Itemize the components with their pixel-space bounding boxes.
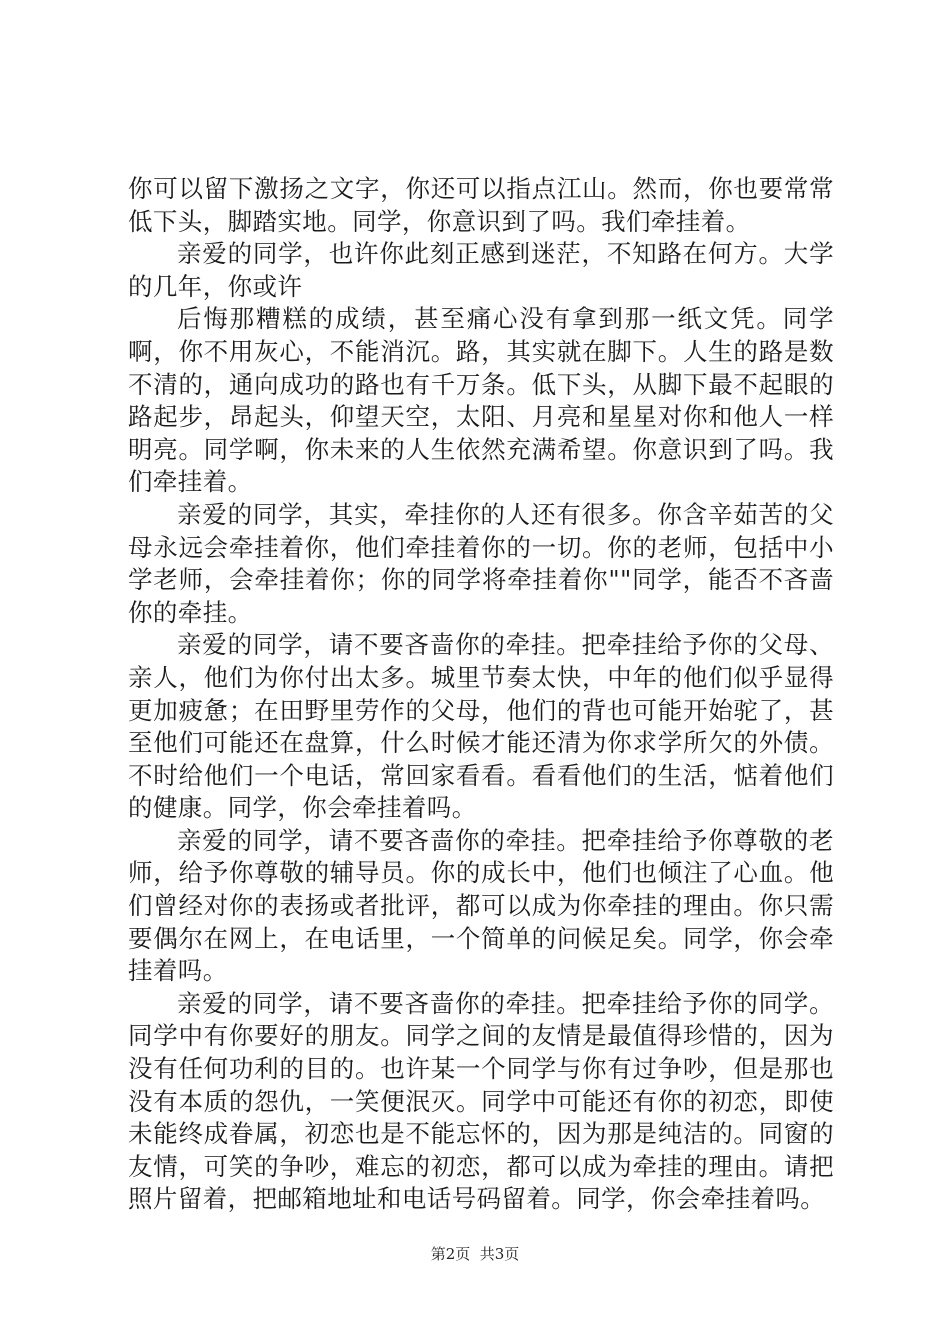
paragraph-7: 亲爱的同学，请不要吝啬你的牵挂。把牵挂给予你的同学。同学中有你要好的朋友。同学之间的友情是最值得珍惜的，因为没有任何功利的目的。也许某一个同学与你有过争吵，但是那也没有本质的怨仇，一笑便泯灭。同学中可能还有你的初恋，即使未能终成眷属，初恋也是不能忘怀的，因为那是纯洁的。同窗的友情，可笑的争吵，难忘的初恋，都可以成为牵挂的理由。请把照片留着，把邮箱地址和电话号码留着。同学，你会牵挂着吗。	[128, 988, 834, 1214]
page-footer	[0, 1244, 950, 1264]
page-number: 第2页 共3页	[430, 1245, 520, 1263]
paragraph-4: 亲爱的同学，其实，牵挂你的人还有很多。你含辛茹苦的父母永远会牵挂着你，他们牵挂着你的一切。你的老师，包括中小学老师，会牵挂着你；你的同学将牵挂着你""同学，能否不吝啬你的牵挂。	[128, 499, 834, 627]
paragraph-3: 后悔那糟糕的成绩，甚至痛心没有拿到那一纸文凭。同学啊，你不用灰心，不能消沉。路，其实就在脚下。人生的路是数不清的，通向成功的路也有千万条。低下头，从脚下最不起眼的路起步，昂起头，仰望天空，太阳、月亮和星星对你和他人一样明亮。同学啊，你未来的人生依然充满希望。你意识到了吗。我们牵挂着。	[128, 304, 834, 497]
paragraph-6: 亲爱的同学，请不要吝啬你的牵挂。把牵挂给予你尊敬的老师，给予你尊敬的辅导员。你的成长中，他们也倾注了心血。他们曾经对你的表扬或者批评，都可以成为你牵挂的理由。你只需要偶尔在网上，在电话里，一个简单的问候足矣。同学，你会牵挂着吗。	[128, 825, 834, 986]
paragraph-2: 亲爱的同学，也许你此刻正感到迷茫，不知路在何方。大学的几年，你或许	[128, 239, 834, 301]
paragraph-5: 亲爱的同学，请不要吝啬你的牵挂。把牵挂给予你的父母、亲人，他们为你付出太多。城里节奏太快，中年的他们似乎显得更加疲惫；在田野里劳作的父母，他们的背也可能开始驼了，甚至他们可能还在盘算，什么时候才能还清为你求学所欠的外债。不时给他们一个电话，常回家看看。看看他们的生活，惦着他们的健康。同学，你会牵挂着吗。	[128, 630, 834, 823]
document-body	[128, 173, 834, 1216]
paragraph-1: 你可以留下激扬之文字，你还可以指点江山。然而，你也要常常低下头，脚踏实地。同学，你意识到了吗。我们牵挂着。	[128, 174, 834, 236]
